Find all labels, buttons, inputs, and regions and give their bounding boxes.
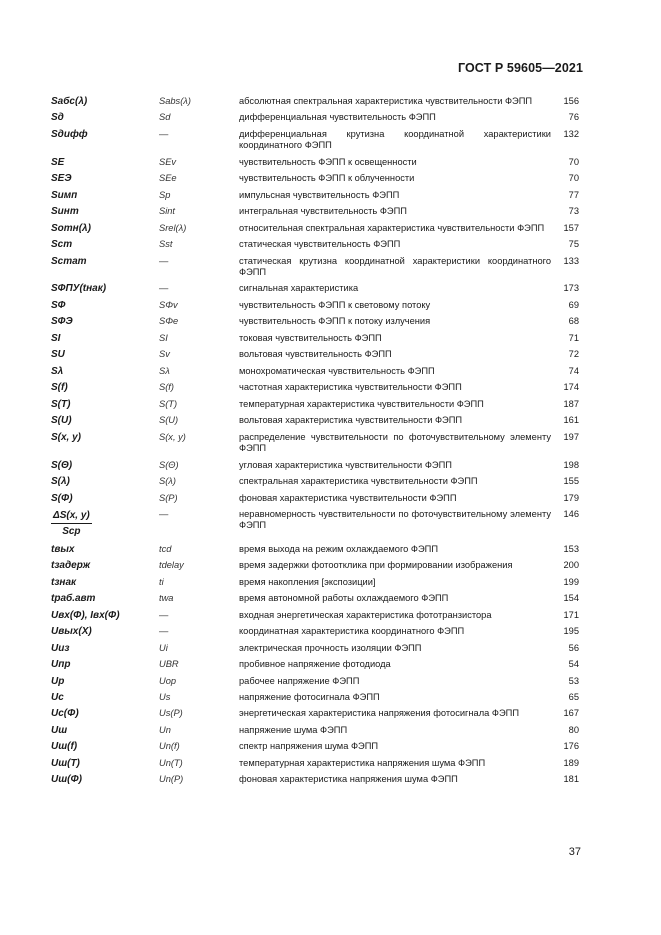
- index-entry-row: [51, 415, 579, 426]
- index-entry-row: [51, 758, 579, 769]
- entry-alt-symbol: Sλ: [159, 365, 170, 376]
- entry-description: дифференциальная крутизна координатной характеристики координатного ФЭПП: [239, 128, 551, 151]
- entry-description: время выхода на режим охлаждаемого ФЭПП: [239, 543, 439, 554]
- entry-description: монохроматическая чувствительность ФЭПП: [239, 365, 435, 376]
- entry-symbol: SФ: [51, 299, 66, 311]
- entry-symbol: Sст: [51, 239, 73, 251]
- index-entry-row: [51, 659, 579, 670]
- entry-symbol: S(Θ): [51, 459, 73, 471]
- entry-page: 133: [563, 255, 579, 266]
- entry-page: 167: [563, 708, 579, 719]
- entry-symbol: tзадерж: [51, 560, 91, 572]
- entry-alt-symbol: S(T): [159, 398, 178, 409]
- entry-symbol: Sд: [51, 112, 64, 124]
- index-entry-row: [51, 206, 579, 217]
- index-entry-row: [51, 173, 579, 184]
- entry-description: чувствительность ФЭПП к освещенности: [239, 156, 417, 167]
- entry-alt-symbol: Un(T): [159, 757, 183, 768]
- entry-symbol: Uр: [51, 675, 65, 687]
- entry-page: 56: [568, 642, 579, 653]
- entry-page: 155: [563, 476, 579, 487]
- entry-alt-symbol: UBR: [159, 659, 179, 670]
- entry-page: 70: [568, 173, 579, 184]
- index-entry-row: [51, 112, 579, 123]
- entry-description: электрическая прочность изоляции ФЭПП: [239, 642, 422, 653]
- index-entry-row: [51, 725, 579, 736]
- entry-alt-symbol: S(P): [159, 492, 178, 503]
- entry-description: фоновая характеристика напряжения шума ФЭПП: [239, 774, 458, 785]
- entry-symbol: Uиз: [51, 642, 70, 654]
- entry-symbol: Sλ: [51, 365, 64, 377]
- entry-page: 153: [563, 543, 579, 554]
- entry-alt-symbol: Uop: [159, 675, 177, 686]
- entry-description: интегральная чувствительность ФЭПП: [239, 206, 407, 217]
- entry-page: 71: [568, 332, 579, 343]
- entry-description: температурная характеристика чувствительности ФЭПП: [239, 398, 484, 409]
- entry-description: неравномерность чувствительности по фоточувствительному элементу ФЭПП: [239, 509, 551, 531]
- entry-alt-symbol: SΦv: [159, 299, 178, 310]
- entry-description: спектральная характеристика чувствительности ФЭПП: [239, 476, 478, 487]
- entry-description: сигнальная характеристика: [239, 283, 359, 294]
- entry-page: 171: [563, 609, 579, 620]
- index-entry-row: [51, 643, 579, 654]
- symbol-index: [51, 96, 579, 791]
- entry-page: 146: [563, 509, 579, 520]
- fraction-denominator: Sср: [62, 526, 81, 538]
- entry-page: 132: [563, 128, 579, 139]
- entry-alt-symbol: Un(P): [159, 774, 184, 785]
- entry-alt-symbol: S(U): [159, 415, 179, 426]
- entry-page: 179: [563, 492, 579, 503]
- index-entry-row: [51, 476, 579, 487]
- index-entry-row: [51, 610, 579, 621]
- entry-page: 73: [568, 206, 579, 217]
- entry-alt-symbol: ti: [159, 576, 164, 587]
- entry-symbol: S(Φ): [51, 492, 73, 504]
- index-entry-row: [51, 460, 579, 471]
- entry-page: 197: [563, 431, 579, 442]
- entry-alt-symbol: S(λ): [159, 476, 176, 487]
- entry-alt-symbol: SI: [159, 332, 168, 343]
- entry-symbol: S(T): [51, 398, 71, 410]
- index-entry-row: [51, 399, 579, 410]
- entry-page: 200: [563, 560, 579, 571]
- index-entry-row: [51, 493, 579, 504]
- entry-alt-symbol: Ui: [159, 642, 168, 653]
- entry-alt-symbol: Us(P): [159, 708, 183, 719]
- entry-alt-symbol: SEv: [159, 156, 177, 167]
- entry-symbol: SФЭ: [51, 316, 73, 328]
- entry-alt-symbol: SEe: [159, 173, 177, 184]
- entry-symbol: Uвх(Φ), Iвх(Φ): [51, 609, 120, 621]
- entry-alt-symbol: Us: [159, 691, 171, 702]
- entry-symbol: Uш(T): [51, 757, 80, 769]
- entry-alt-symbol: twa: [159, 593, 174, 604]
- index-entry-row: [51, 129, 579, 152]
- entry-symbol: Sстат: [51, 255, 87, 267]
- entry-page: 161: [563, 415, 579, 426]
- entry-alt-symbol: Sabs(λ): [159, 96, 191, 106]
- entry-description: координатная характеристика координатного ФЭПП: [239, 626, 465, 637]
- entry-symbol: Sотн(λ): [51, 222, 91, 234]
- fraction-numerator: ΔS(x, y): [51, 510, 92, 524]
- entry-page: 195: [563, 626, 579, 637]
- index-entry-row: [51, 300, 579, 311]
- index-entry-row: [51, 96, 579, 107]
- entry-description: угловая характеристика чувствительности ФЭПП: [239, 459, 452, 470]
- index-entry-row: [51, 544, 579, 555]
- entry-alt-symbol: Sint: [159, 206, 176, 217]
- entry-symbol: S(U): [51, 415, 72, 427]
- entry-description: статическая чувствительность ФЭПП: [239, 239, 401, 250]
- entry-description: вольтовая чувствительность ФЭПП: [239, 349, 392, 360]
- entry-alt-symbol: Sp: [159, 189, 171, 200]
- entry-description: температурная характеристика напряжения шума ФЭПП: [239, 757, 486, 768]
- entry-symbol: S(f): [51, 382, 68, 394]
- index-entry-row: [51, 382, 579, 393]
- entry-alt-symbol: —: [159, 255, 169, 266]
- entry-description: рабочее напряжение ФЭПП: [239, 675, 360, 686]
- entry-page: 80: [568, 724, 579, 735]
- entry-alt-symbol: tdelay: [159, 560, 184, 571]
- index-entry-row: [51, 256, 579, 279]
- entry-page: 72: [568, 349, 579, 360]
- entry-symbol: Sимп: [51, 189, 78, 201]
- entry-page: 76: [568, 112, 579, 123]
- entry-page: 176: [563, 741, 579, 752]
- entry-symbol: Uш(Φ): [51, 774, 82, 786]
- index-entry-row: [51, 333, 579, 344]
- entry-page: 74: [568, 365, 579, 376]
- index-entry-row: [51, 349, 579, 360]
- entry-alt-symbol: Un(f): [159, 741, 180, 752]
- index-entry-row: [51, 774, 579, 785]
- entry-description: энергетическая характеристика напряжения фотосигнала ФЭПП: [239, 708, 520, 719]
- entry-alt-symbol: Sst: [159, 239, 173, 250]
- entry-description: напряжение шума ФЭПП: [239, 724, 348, 735]
- index-entry-row: [51, 157, 579, 168]
- entry-page: 198: [563, 459, 579, 470]
- entry-page: 69: [568, 299, 579, 310]
- entry-page: 154: [563, 593, 579, 604]
- entry-description: время накопления [экспозиции]: [239, 576, 376, 587]
- index-entry-row: [51, 626, 579, 637]
- entry-page: 157: [563, 222, 579, 233]
- index-entry-row: [51, 190, 579, 201]
- entry-page: 68: [568, 316, 579, 327]
- entry-symbol: Uш: [51, 724, 68, 736]
- entry-symbol: Sдифф: [51, 128, 88, 140]
- index-entry-row: [51, 708, 579, 719]
- entry-symbol: Uвых(X): [51, 626, 92, 638]
- entry-description: входная энергетическая характеристика фототранзистора: [239, 609, 492, 620]
- page-number: 37: [568, 846, 581, 858]
- entry-symbol: tвых: [51, 543, 75, 555]
- entry-page: 174: [563, 382, 579, 393]
- entry-description: спектр напряжения шума ФЭПП: [239, 741, 379, 752]
- entry-page: 75: [568, 239, 579, 250]
- fraction-symbol: [51, 510, 92, 538]
- entry-description: фоновая характеристика чувствительности ФЭПП: [239, 492, 457, 503]
- entry-alt-symbol: —: [159, 509, 169, 520]
- entry-page: 187: [563, 398, 579, 409]
- entry-description: чувствительность ФЭПП к потоку излучения: [239, 316, 431, 327]
- entry-description: статическая крутизна координатной характеристики координатного ФЭПП: [239, 255, 551, 277]
- entry-symbol: SФПУ(tнак): [51, 283, 107, 295]
- entry-symbol: S(λ): [51, 476, 70, 488]
- index-entry-row: [51, 432, 579, 455]
- entry-symbol: SU: [51, 349, 65, 361]
- index-entry-row: [51, 366, 579, 377]
- entry-description: чувствительность ФЭПП к облученности: [239, 173, 415, 184]
- document-header: ГОСТ Р 59605—2021: [457, 61, 583, 75]
- fraction-entry-row: [51, 509, 579, 538]
- entry-symbol: S(x, y): [51, 431, 82, 443]
- index-entry-row: [51, 593, 579, 604]
- entry-alt-symbol: S(f): [159, 382, 174, 393]
- index-entry-row: [51, 560, 579, 571]
- entry-symbol: SI: [51, 332, 61, 344]
- entry-symbol: Uс: [51, 691, 64, 703]
- entry-symbol: Uс(Φ): [51, 708, 79, 720]
- entry-page: 53: [568, 675, 579, 686]
- entry-symbol: tзнак: [51, 576, 77, 588]
- entry-page: 173: [563, 283, 579, 294]
- entry-description: чувствительность ФЭПП к световому потоку: [239, 299, 431, 310]
- entry-alt-symbol: —: [159, 128, 169, 139]
- entry-description: распределение чувствительности по фоточувствительному элементу ФЭПП: [239, 431, 551, 454]
- entry-page: 65: [568, 691, 579, 702]
- entry-alt-symbol: tcd: [159, 543, 172, 554]
- index-entry-row: [51, 223, 579, 234]
- entry-description: относительная спектральная характеристика чувствительности ФЭПП: [239, 222, 545, 233]
- entry-description: токовая чувствительность ФЭПП: [239, 332, 382, 343]
- index-entry-row: [51, 283, 579, 294]
- entry-symbol: tраб.авт: [51, 593, 96, 605]
- entry-description: время автономной работы охлаждаемого ФЭПП: [239, 593, 449, 604]
- entry-page: 189: [563, 757, 579, 768]
- entry-description: пробивное напряжение фотодиода: [239, 659, 391, 670]
- entry-symbol: Uш(f): [51, 741, 78, 753]
- entry-description: импульсная чувствительность ФЭПП: [239, 189, 400, 200]
- entry-description: абсолютная спектральная характеристика чувствительности ФЭПП: [239, 96, 533, 106]
- index-entry-row: [51, 316, 579, 327]
- entry-symbol: Sинт: [51, 206, 79, 218]
- index-entry-row: [51, 577, 579, 588]
- entry-alt-symbol: Sd: [159, 112, 171, 123]
- entry-symbol: Uпр: [51, 659, 71, 671]
- entry-description: вольтовая характеристика чувствительности ФЭПП: [239, 415, 463, 426]
- entry-alt-symbol: Srel(λ): [159, 222, 187, 233]
- index-entry-row: [51, 239, 579, 250]
- index-entry-row: [51, 676, 579, 687]
- entry-page: 181: [563, 774, 579, 785]
- entry-page: 199: [563, 576, 579, 587]
- entry-description: дифференциальная чувствительность ФЭПП: [239, 112, 436, 123]
- entry-page: 77: [568, 189, 579, 200]
- entry-page: 54: [568, 659, 579, 670]
- entry-alt-symbol: S(Θ): [159, 459, 179, 470]
- entry-alt-symbol: Un: [159, 724, 171, 735]
- entry-description: напряжение фотосигнала ФЭПП: [239, 691, 380, 702]
- index-entry-row: [51, 741, 579, 752]
- entry-alt-symbol: SΦe: [159, 316, 179, 327]
- entry-description: время задержки фотоотклика при формировании изображения: [239, 560, 513, 571]
- entry-symbol: SE: [51, 156, 65, 168]
- entry-page: 156: [563, 96, 579, 106]
- entry-symbol: SEЭ: [51, 173, 72, 185]
- entry-symbol: Sабс(λ): [51, 96, 88, 107]
- entry-page: 70: [568, 156, 579, 167]
- entry-alt-symbol: Sv: [159, 349, 170, 360]
- entry-alt-symbol: —: [159, 609, 169, 620]
- entry-description: частотная характеристика чувствительности ФЭПП: [239, 382, 462, 393]
- entry-alt-symbol: —: [159, 283, 169, 294]
- entry-alt-symbol: —: [159, 626, 169, 637]
- index-entry-row: [51, 692, 579, 703]
- entry-alt-symbol: S(x, y): [159, 431, 186, 442]
